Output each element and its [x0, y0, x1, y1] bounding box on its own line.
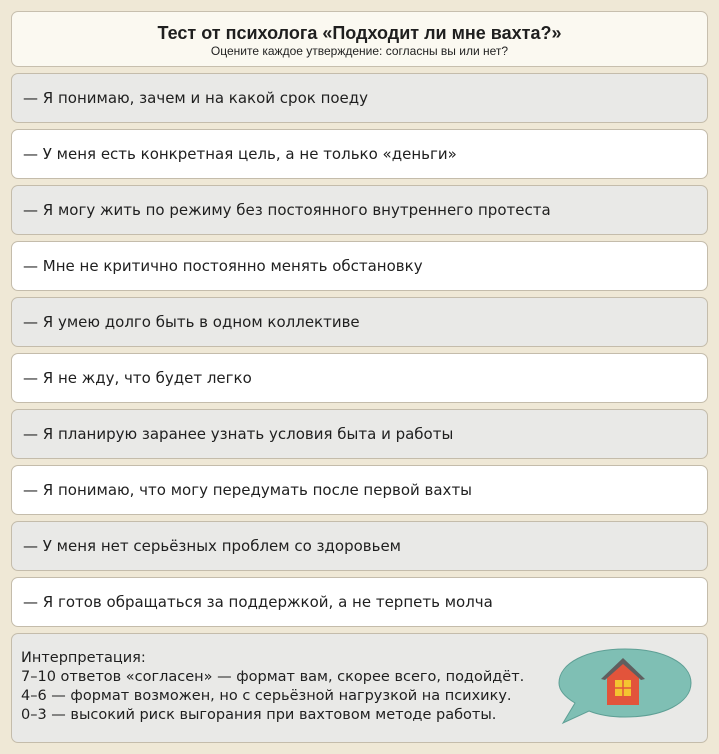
page-title: Тест от психолога «Подходит ли мне вахта?» — [157, 23, 562, 43]
test-header — [11, 11, 708, 67]
statement-8[interactable]: — Я понимаю, что могу передумать после первой вахты — [11, 465, 708, 515]
page-subtitle: Оцените каждое утверждение: согласны вы или нет? — [210, 44, 509, 58]
statement-1[interactable]: — Я понимаю, зачем и на какой срок поеду — [11, 73, 708, 123]
interpretation-line-high: 7–10 ответов «согласен» — формат вам, скорее всего, подойдёт. — [21, 669, 525, 685]
statement-5[interactable]: — Я умею долго быть в одном коллективе — [11, 297, 708, 347]
statement-4[interactable]: — Мне не критично постоянно менять обстановку — [11, 241, 708, 291]
statement-10[interactable]: — Я готов обращаться за поддержкой, а не терпеть молча — [11, 577, 708, 627]
statement-9[interactable]: — У меня нет серьёзных проблем со здоровьем — [11, 521, 708, 571]
statement-3[interactable]: — Я могу жить по режиму без постоянного внутреннего протеста — [11, 185, 708, 235]
interpretation-heading: Интерпретация: — [21, 650, 146, 666]
statement-6[interactable]: — Я не жду, что будет легко — [11, 353, 708, 403]
statement-7[interactable]: — Я планирую заранее узнать условия быта и работы — [11, 409, 708, 459]
interpretation-line-low: 0–3 — высокий риск выгорания при вахтовом методе работы. — [21, 707, 497, 723]
statement-2[interactable]: — У меня есть конкретная цель, а не только «деньги» — [11, 129, 708, 179]
speech-bubble-icon — [555, 645, 695, 730]
interpretation-line-mid: 4–6 — формат возможен, но с серьёзной нагрузкой на психику. — [21, 688, 512, 704]
